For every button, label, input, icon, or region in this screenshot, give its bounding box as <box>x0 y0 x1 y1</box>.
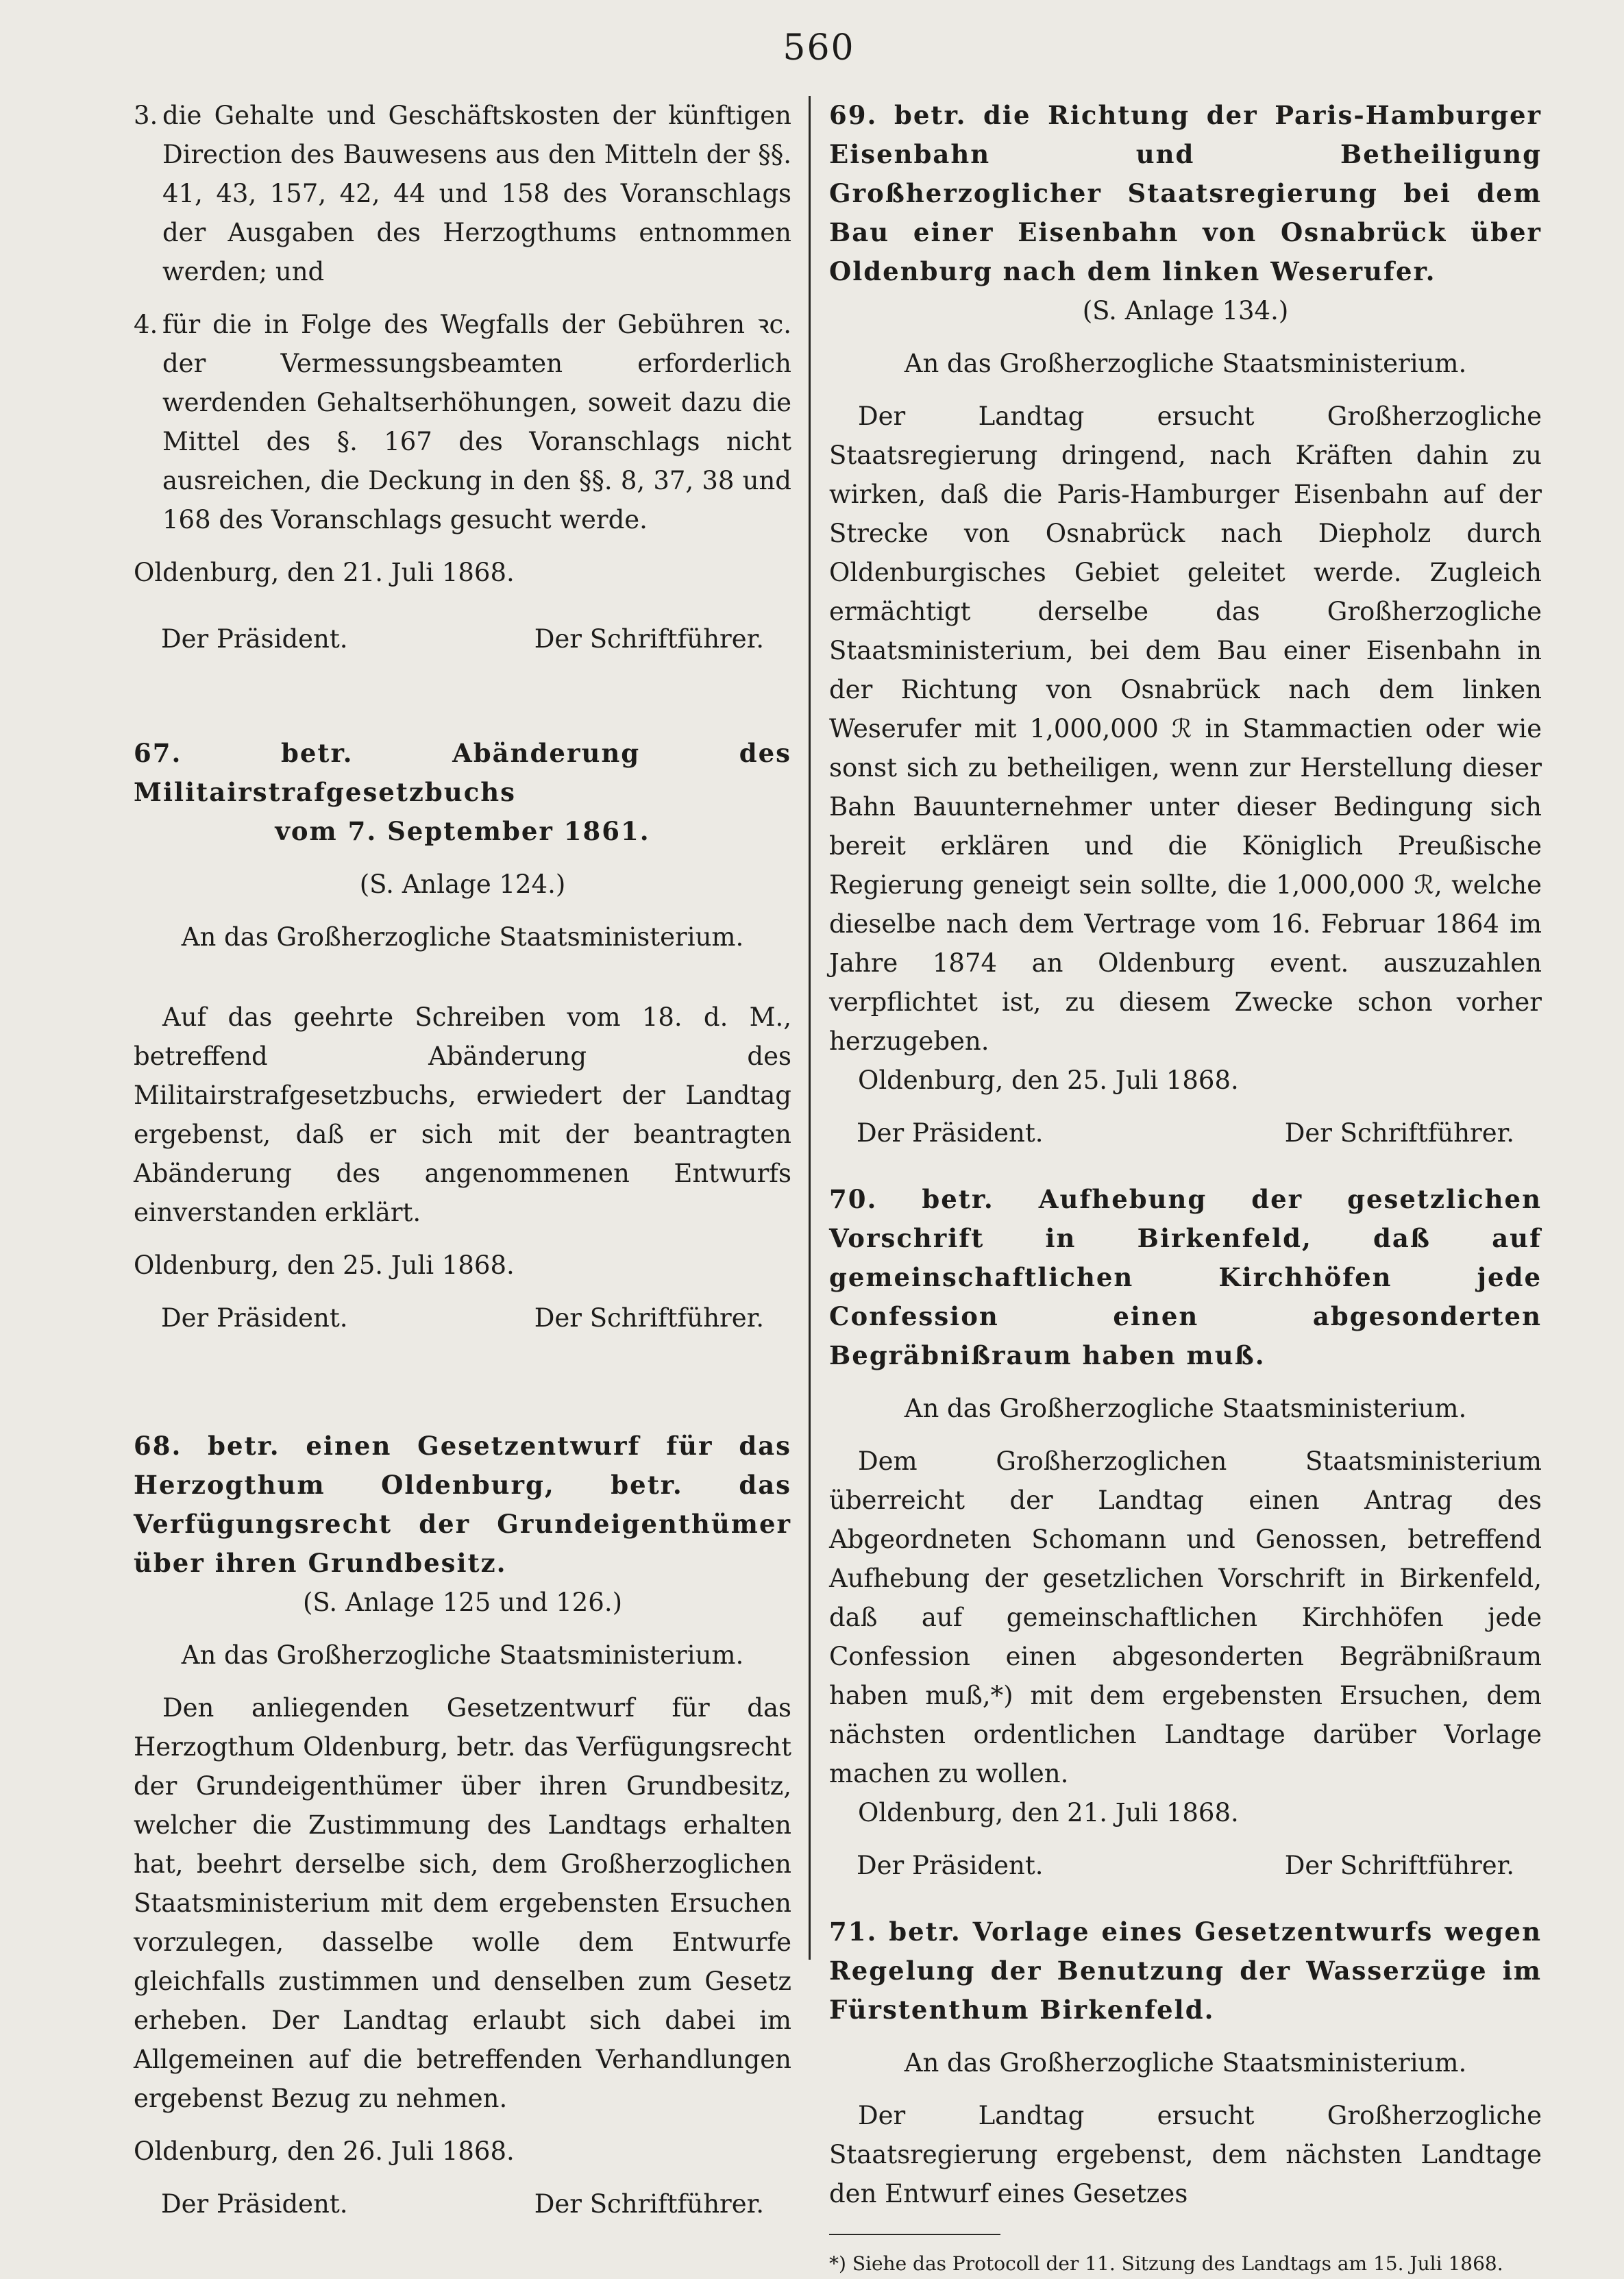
section-71-heading: 71. betr. Vorlage eines Gesetzentwurfs wegen Regelung der Benutzung der Wasserzüge im Fürstenthum Birkenfeld. <box>829 1917 1542 2025</box>
list-item-4 <box>134 305 791 539</box>
section-70-signatures <box>829 1846 1542 1885</box>
section-68-annex: (S. Anlage 125 und 126.) <box>302 1588 623 1617</box>
section-71-address: An das Großherzogliche Staatsministerium. <box>904 2048 1467 2078</box>
left-column <box>134 96 791 2223</box>
section-68-date: Oldenburg, den 26. Juli 1868. <box>134 2136 515 2166</box>
president-signature: Der Präsident. <box>857 1851 1044 1880</box>
footnote: *) Siehe das Protocoll der 11. Sitzung des Landtags am 15. Juli 1868. <box>829 2252 1503 2275</box>
column-divider <box>809 96 811 1960</box>
section-70-date: Oldenburg, den 21. Juli 1868. <box>858 1798 1239 1827</box>
section-69-signatures <box>829 1113 1542 1153</box>
right-column <box>829 96 1542 2279</box>
section-71-body: Der Landtag ersucht Großherzogliche Staatsregierung ergebenst, dem nächsten Landtage den Entwurf eines Gesetzes <box>829 2101 1542 2208</box>
section-68-heading: 68. betr. einen Gesetzentwurf für das Herzogthum Oldenburg, betr. das Verfügungsrecht der Grundeigenthümer über ihren Grundbesitz. <box>134 1431 791 1578</box>
section-67-annex: (S. Anlage 124.) <box>359 870 566 899</box>
section-69-body: Der Landtag ersucht Großherzogliche Staatsregierung dringend, nach Kräften dahin zu wirken, daß die Paris-Hamburger Eisenbahn auf der Strecke von Osnabrück nach Diepholz durch Oldenburgisches Gebiet geleitet werde. Zugleich ermächtigt derselbe das Großherzogliche Staatsministerium, bei dem Bau einer Eisenbahn in der Richtung von Osnabrück nach dem linken Weserufer mit 1,000,000 ℛ︁ in Stammactien oder wie sonst sich zu betheiligen, wenn zur Herstellung dieser Bahn Bauunternehmer unter dieser Bedingung sich bereit erklären und die Königlich Preußische Regierung geneigt sein sollte, die 1,000,000 ℛ︁, welche dieselbe nach dem Vertrage vom 16. Februar 1864 im Jahre 1874 an Oldenburg event. auszuzahlen verpflichtet ist, zu diesem Zwecke schon vorher herzugeben. <box>829 402 1542 1056</box>
secretary-signature: Der Schriftführer. <box>1284 1118 1514 1148</box>
section-67-signatures <box>134 1298 791 1338</box>
signature-line <box>134 619 791 658</box>
president-signature: Der Präsident. <box>161 1303 348 1333</box>
list-item-number: 3. <box>134 101 158 130</box>
list-item-text: die Gehalte und Geschäftskosten der künftigen Direction des Bauwesens aus den Mitteln der §§. 41, 43, 157, 42, 44 und 158 des Voranschlags der Ausgaben des Herzogthums entnommen werden; und <box>162 101 791 286</box>
section-70-heading: 70. betr. Aufhebung der gesetzlichen Vorschrift in Birkenfeld, daß auf gemeinschaftlichen Kirchhöfen jede Confession einen abgesonderten Begräbnißraum haben muß. <box>829 1184 1542 1370</box>
section-68-address: An das Großherzogliche Staatsministerium. <box>181 1640 744 1670</box>
section-67-date: Oldenburg, den 25. Juli 1868. <box>134 1251 515 1280</box>
section-70-address: An das Großherzogliche Staatsministerium. <box>904 1394 1467 1423</box>
footnote-rule <box>829 2234 1000 2235</box>
secretary-signature: Der Schriftführer. <box>534 624 764 654</box>
president-signature: Der Präsident. <box>161 2189 348 2219</box>
president-signature: Der Präsident. <box>857 1118 1044 1148</box>
section-67-address: An das Großherzogliche Staatsministerium. <box>181 922 744 952</box>
secretary-signature: Der Schriftführer. <box>534 2189 764 2219</box>
secretary-signature: Der Schriftführer. <box>534 1303 764 1333</box>
list-item-number: 4. <box>134 310 158 339</box>
section-67-body: Auf das geehrte Schreiben vom 18. d. M., betreffend Abänderung des Militairstrafgesetzbuchs, erwiedert der Landtag ergebenst, daß er sich mit der beantragten Abänderung des angenommenen Entwurfs einverstanden erklärt. <box>134 1002 791 1227</box>
section-68-body: Den anliegenden Gesetzentwurf für das Herzogthum Oldenburg, betr. das Verfügungsrecht der Grundeigenthümer über ihren Grundbesitz, welcher die Zustimmung des Landtags erhalten hat, beehrt derselbe sich, dem Großherzoglichen Staatsministerium mit dem ergebensten Ersuchen vorzulegen, dasselbe wolle dem Entwurfe gleichfalls zustimmen und denselben zum Gesetz erheben. Der Landtag erlaubt sich dabei im Allgemeinen auf die betreffenden Verhandlungen ergebenst Bezug zu nehmen. <box>134 1693 791 2113</box>
list-item-text: für die in Folge des Wegfalls der Gebühren ꝛc. der Vermessungsbeamten erforderlich werdenden Gehaltserhöhungen, soweit dazu die Mittel des §. 167 des Voranschlags nicht ausreichen, die Deckung in den §§. 8, 37, 38 und 168 des Voranschlags gesucht werde. <box>162 310 791 534</box>
section-67-heading-date: vom 7. September 1861. <box>275 816 650 846</box>
section-69-heading: 69. betr. die Richtung der Paris-Hamburger Eisenbahn und Betheiligung Großherzoglicher Staatsregierung bei dem Bau einer Eisenbahn von Osnabrück über Oldenburg nach dem linken Weserufer. <box>829 100 1542 286</box>
section-69-address: An das Großherzogliche Staatsministerium. <box>904 349 1467 378</box>
section-69-date: Oldenburg, den 25. Juli 1868. <box>858 1065 1239 1095</box>
list-item-3 <box>134 96 791 291</box>
section-70-body: Dem Großherzoglichen Staatsministerium überreicht der Landtag einen Antrag des Abgeordneten Schomann und Genossen, betreffend Aufhebung der gesetzlichen Vorschrift in Birkenfeld, daß auf gemeinschaftlichen Kirchhöfen jede Confession einen abgesonderten Begräbnißraum haben muß,*) mit dem ergebensten Ersuchen, dem nächsten ordentlichen Landtage darüber Vorlage machen zu wollen. <box>829 1446 1542 1788</box>
section-67-heading: 67. betr. Abänderung des Militairstrafgesetzbuchs <box>134 738 791 807</box>
president-signature: Der Präsident. <box>161 624 348 654</box>
date-line: Oldenburg, den 21. Juli 1868. <box>134 558 515 587</box>
page-number: 560 <box>783 27 855 69</box>
section-69-annex: (S. Anlage 134.) <box>1082 296 1289 325</box>
secretary-signature: Der Schriftführer. <box>1284 1851 1514 1880</box>
section-68-signatures <box>134 2184 791 2223</box>
